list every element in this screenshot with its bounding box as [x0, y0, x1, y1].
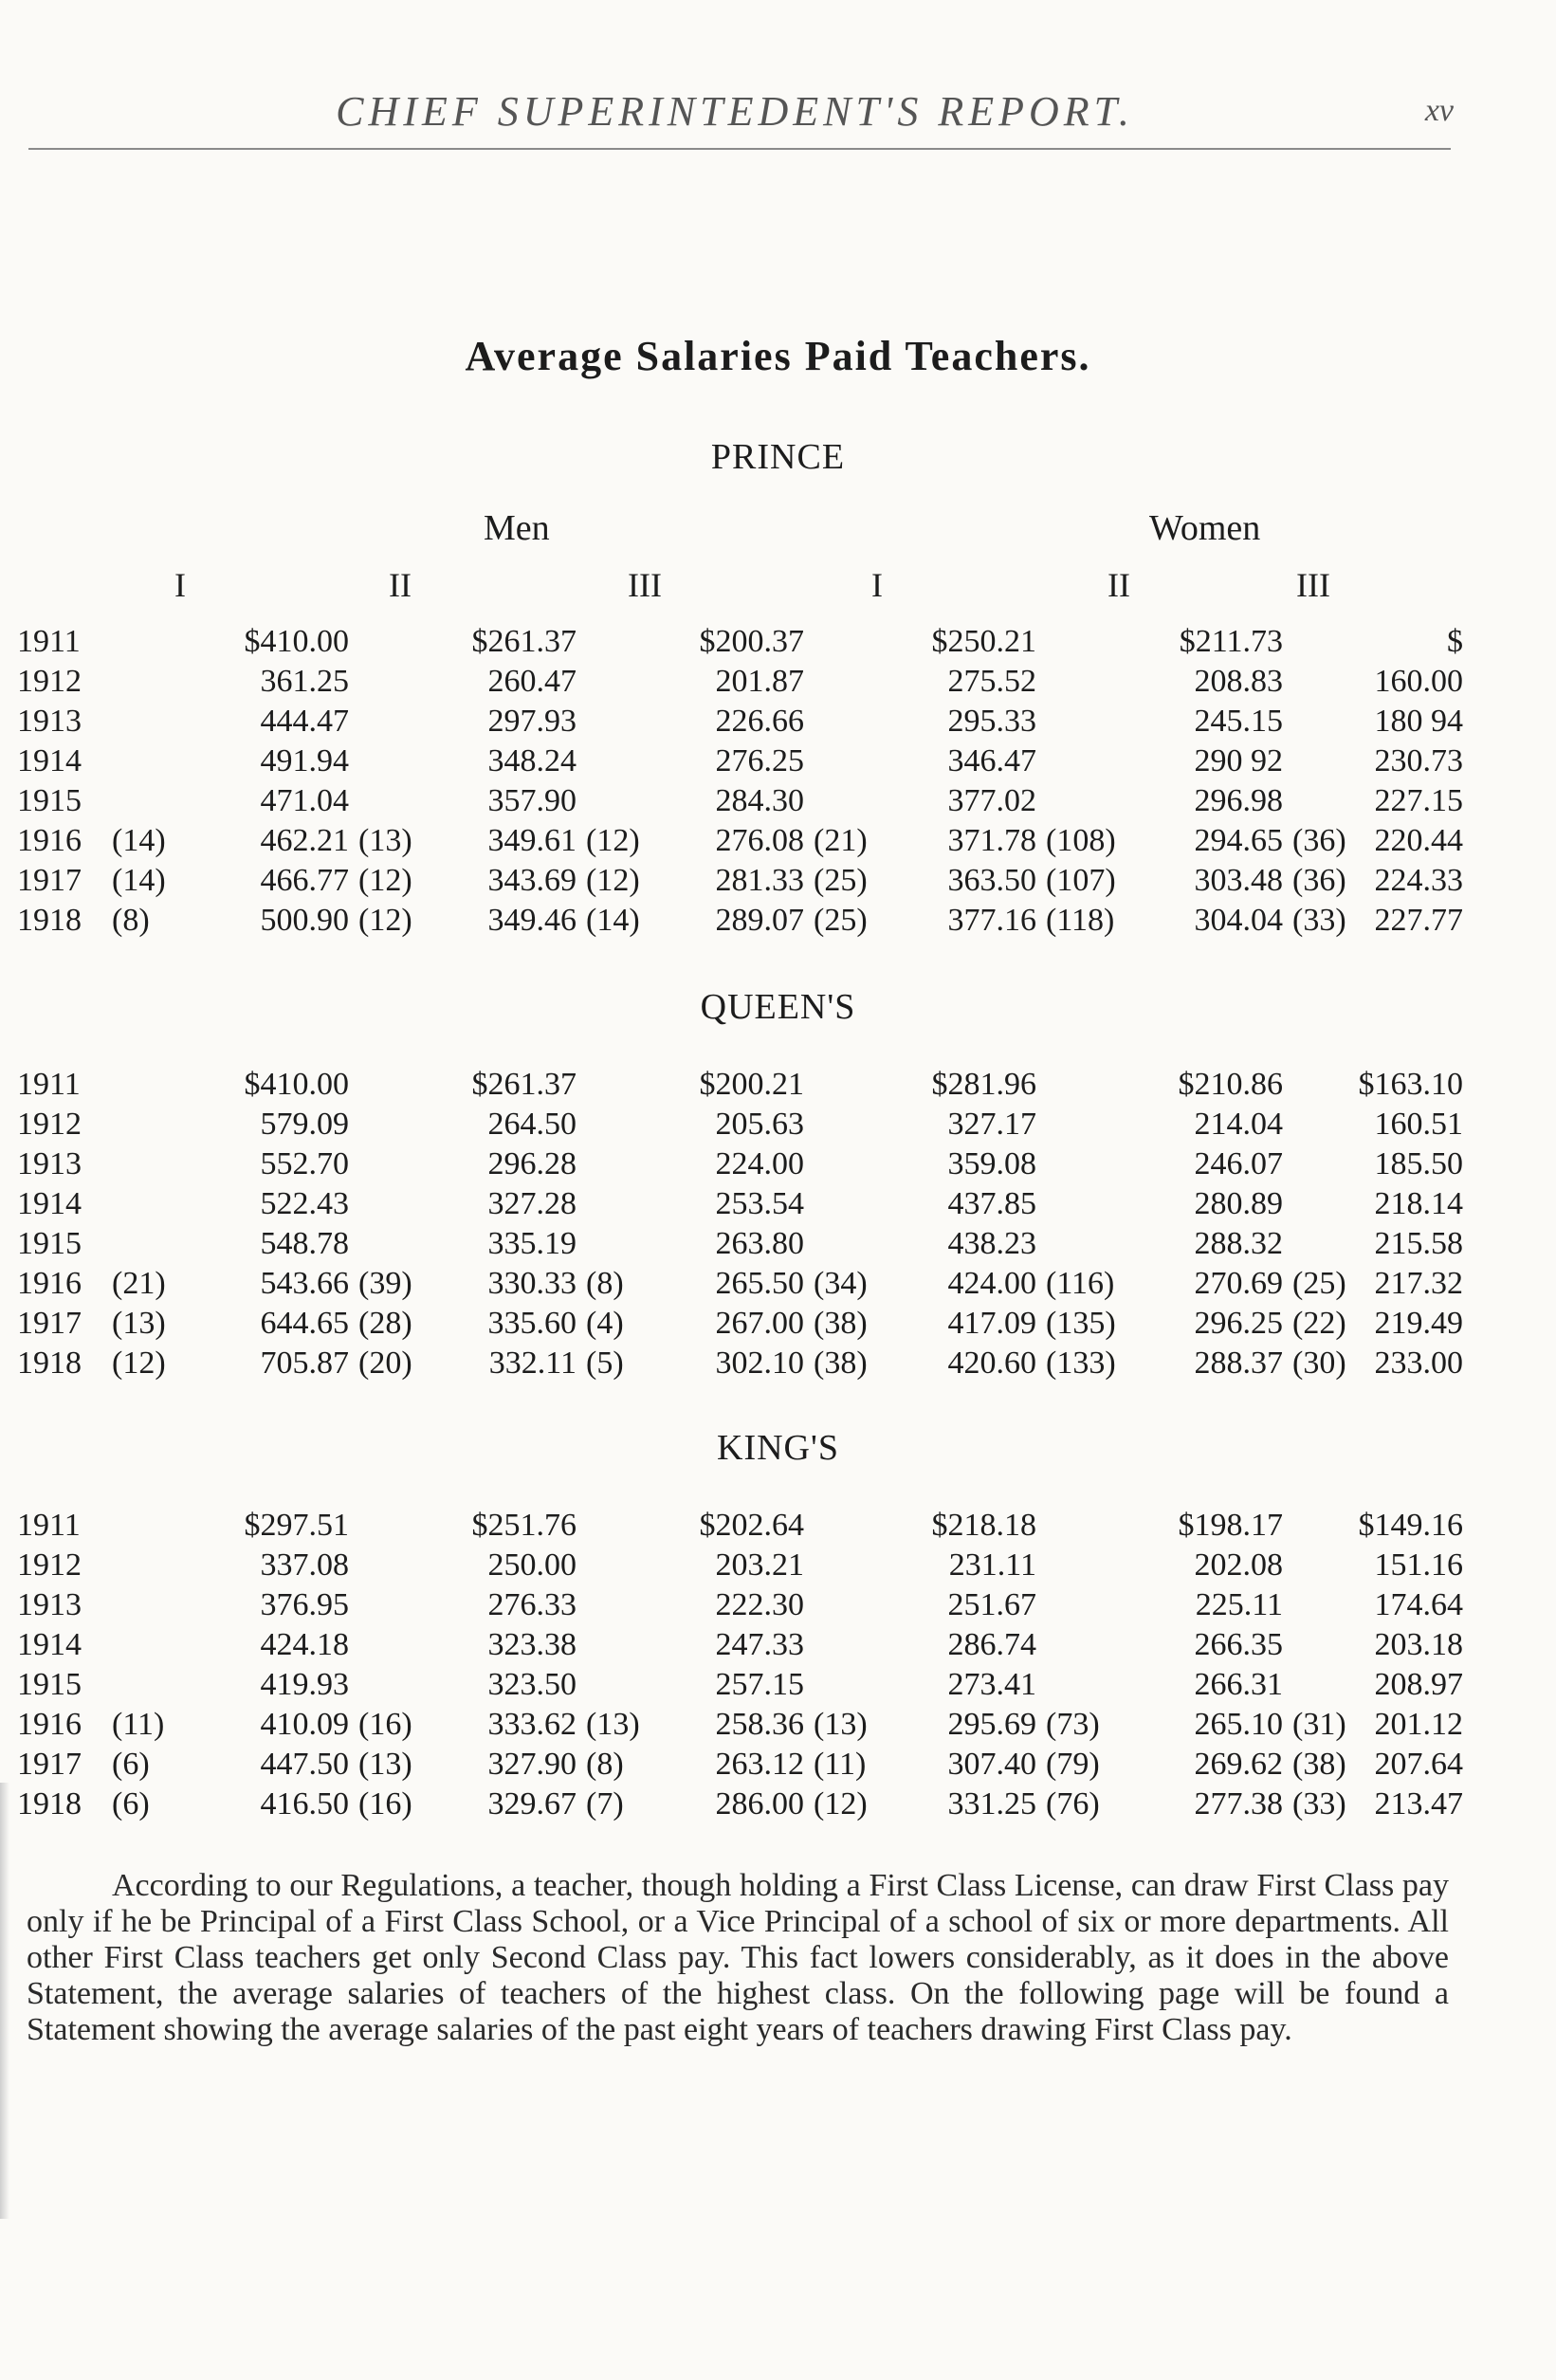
table-row: [17, 624, 1534, 666]
teacher-count: (5): [586, 1346, 624, 1381]
year-cell: 1916: [17, 823, 82, 858]
teacher-count: (108): [1046, 823, 1116, 858]
salary-value: 202.08: [1194, 1547, 1283, 1583]
salary-value: 343.69: [487, 863, 577, 898]
women-group-label: Women: [1149, 508, 1261, 548]
salary-value: 280.89: [1194, 1186, 1283, 1221]
table-row: [17, 1067, 1534, 1108]
salary-value: 335.60: [487, 1306, 577, 1341]
salary-value: 304.04: [1194, 903, 1283, 938]
teacher-count: (16): [358, 1786, 412, 1822]
teacher-count: (21): [814, 823, 868, 858]
salary-value: 548.78: [260, 1226, 349, 1261]
salary-value: 303.48: [1194, 863, 1283, 898]
teacher-count: (12): [586, 823, 640, 858]
salary-value: 579.09: [260, 1107, 349, 1142]
salary-value: 208.83: [1194, 664, 1283, 699]
salary-value: 294.65: [1194, 823, 1283, 858]
salary-value: 258.36: [715, 1707, 804, 1742]
running-header: [0, 87, 1556, 144]
salary-value: 220.44: [1374, 823, 1463, 858]
year-cell: 1914: [17, 1186, 82, 1221]
teacher-count: (30): [1292, 1346, 1346, 1381]
salary-value: 410.09: [260, 1707, 349, 1742]
salary-value: 377.02: [947, 783, 1036, 818]
salary-value: 218.14: [1374, 1186, 1463, 1221]
header-rule: [28, 148, 1451, 150]
salary-value: 265.10: [1194, 1707, 1283, 1742]
table-row: [17, 823, 1534, 865]
salary-value: 270.69: [1194, 1266, 1283, 1301]
salary-value: $: [1447, 624, 1463, 659]
year-cell: 1916: [17, 1707, 82, 1742]
year-cell: 1915: [17, 783, 82, 818]
salary-value: 281.33: [715, 863, 804, 898]
salary-value: 180 94: [1374, 704, 1463, 739]
salary-value: 263.12: [715, 1747, 804, 1782]
table-row: [17, 903, 1534, 944]
salary-value: 276.08: [715, 823, 804, 858]
salary-value: 424.18: [260, 1627, 349, 1662]
teacher-count: (28): [358, 1306, 412, 1341]
teacher-count: (13): [358, 823, 412, 858]
salary-value: $198.17: [1178, 1508, 1283, 1543]
teacher-count: (13): [586, 1707, 640, 1742]
salary-value: 276.25: [715, 743, 804, 778]
teacher-count: (135): [1046, 1306, 1116, 1341]
salary-value: 226.66: [715, 704, 804, 739]
year-cell: 1914: [17, 1627, 82, 1662]
salary-value: 359.08: [947, 1146, 1036, 1181]
table-row: [17, 1306, 1534, 1347]
salary-value: 246.07: [1194, 1146, 1283, 1181]
salary-value: 337.08: [260, 1547, 349, 1583]
teacher-count: (25): [1292, 1266, 1346, 1301]
teacher-count: (116): [1046, 1266, 1115, 1301]
table-row: [17, 1146, 1534, 1188]
salary-value: 203.21: [715, 1547, 804, 1583]
teacher-count: (8): [586, 1747, 624, 1782]
salary-value: 219.49: [1374, 1306, 1463, 1341]
year-cell: 1918: [17, 1786, 82, 1822]
salary-value: 296.98: [1194, 783, 1283, 818]
salary-value: $297.51: [244, 1508, 349, 1543]
teacher-count: (12): [358, 903, 412, 938]
salary-value: 245.15: [1194, 704, 1283, 739]
salary-value: 357.90: [487, 783, 577, 818]
salary-value: 257.15: [715, 1667, 804, 1702]
table-row: [17, 1346, 1534, 1387]
salary-value: $202.64: [699, 1508, 804, 1543]
salary-value: 295.69: [947, 1707, 1036, 1742]
table-row: [17, 704, 1534, 745]
salary-value: 288.37: [1194, 1346, 1283, 1381]
year-cell: 1912: [17, 1547, 82, 1583]
teacher-count: (13): [358, 1747, 412, 1782]
year-cell: 1918: [17, 903, 82, 938]
salary-value: $200.21: [699, 1067, 804, 1102]
table-row: [17, 664, 1534, 705]
teacher-count: (8): [586, 1266, 624, 1301]
salary-value: 500.90: [260, 903, 349, 938]
teacher-count: (12): [814, 1786, 868, 1822]
salary-value: 297.93: [487, 704, 577, 739]
salary-value: 371.78: [947, 823, 1036, 858]
salary-value: 363.50: [947, 863, 1036, 898]
table-row: [17, 1107, 1534, 1148]
teacher-count: (33): [1292, 903, 1346, 938]
salary-value: 419.93: [260, 1667, 349, 1702]
year-cell: 1918: [17, 1346, 82, 1381]
teacher-count: (11): [814, 1747, 867, 1782]
salary-value: 437.85: [947, 1186, 1036, 1221]
section-heading: KING'S: [717, 1428, 839, 1468]
teacher-count: (21): [112, 1266, 166, 1301]
teacher-count: (12): [586, 863, 640, 898]
salary-value: 263.80: [715, 1226, 804, 1261]
salary-value: $149.16: [1358, 1508, 1463, 1543]
salary-value: 286.00: [715, 1786, 804, 1822]
table-row: [17, 1627, 1534, 1669]
salary-value: 276.33: [487, 1587, 577, 1622]
year-cell: 1912: [17, 1107, 82, 1142]
class-head-men-i: I: [174, 566, 186, 604]
salary-value: 462.21: [260, 823, 349, 858]
teacher-count: (133): [1046, 1346, 1116, 1381]
teacher-count: (14): [112, 823, 166, 858]
salary-value: $250.21: [931, 624, 1036, 659]
salary-value: 295.33: [947, 704, 1036, 739]
salary-value: 331.25: [947, 1786, 1036, 1822]
table-row: [17, 743, 1534, 785]
teacher-count: (4): [586, 1306, 624, 1341]
salary-value: 329.67: [487, 1786, 577, 1822]
table-row: [17, 1186, 1534, 1228]
teacher-count: (76): [1046, 1786, 1100, 1822]
year-cell: 1911: [17, 1067, 81, 1102]
page-edge-shadow: [0, 1783, 9, 2219]
salary-value: 416.50: [260, 1786, 349, 1822]
salary-value: 205.63: [715, 1107, 804, 1142]
section-heading: PRINCE: [710, 437, 846, 477]
salary-value: 444.47: [260, 704, 349, 739]
salary-value: 417.09: [947, 1306, 1036, 1341]
salary-value: 253.54: [715, 1186, 804, 1221]
salary-value: 247.33: [715, 1627, 804, 1662]
table-row: [17, 1547, 1534, 1589]
salary-value: 348.24: [487, 743, 577, 778]
salary-value: 491.94: [260, 743, 349, 778]
teacher-count: (36): [1292, 823, 1346, 858]
teacher-count: (33): [1292, 1786, 1346, 1822]
salary-value: $410.00: [244, 624, 349, 659]
teacher-count: (8): [112, 903, 150, 938]
teacher-count: (31): [1292, 1707, 1346, 1742]
salary-value: 250.00: [487, 1547, 577, 1583]
salary-value: 288.32: [1194, 1226, 1283, 1261]
teacher-count: (12): [358, 863, 412, 898]
salary-value: $281.96: [931, 1067, 1036, 1102]
salary-value: 277.38: [1194, 1786, 1283, 1822]
salary-value: 296.25: [1194, 1306, 1283, 1341]
salary-value: 332.11: [488, 1346, 577, 1381]
salary-value: 307.40: [947, 1747, 1036, 1782]
salary-value: 296.28: [487, 1146, 577, 1181]
salary-value: 213.47: [1374, 1786, 1463, 1822]
teacher-count: (36): [1292, 863, 1346, 898]
salary-value: 251.67: [947, 1587, 1036, 1622]
salary-value: 323.50: [487, 1667, 577, 1702]
salary-value: 327.28: [487, 1186, 577, 1221]
teacher-count: (7): [586, 1786, 624, 1822]
salary-value: 349.46: [487, 903, 577, 938]
salary-value: 215.58: [1374, 1226, 1463, 1261]
section-heading: QUEEN'S: [700, 987, 856, 1027]
year-cell: 1913: [17, 1587, 82, 1622]
salary-value: $210.86: [1178, 1067, 1283, 1102]
salary-value: $211.73: [1179, 624, 1283, 659]
salary-value: 323.38: [487, 1627, 577, 1662]
salary-value: 208.97: [1374, 1667, 1463, 1702]
salary-value: $261.37: [471, 624, 577, 659]
salary-value: 227.77: [1374, 903, 1463, 938]
teacher-count: (11): [112, 1707, 165, 1742]
teacher-count: (38): [814, 1306, 868, 1341]
salary-value: $163.10: [1358, 1067, 1463, 1102]
salary-value: 260.47: [487, 664, 577, 699]
year-cell: 1911: [17, 624, 81, 659]
teacher-count: (38): [1292, 1747, 1346, 1782]
year-cell: 1916: [17, 1266, 82, 1301]
year-cell: 1917: [17, 863, 82, 898]
salary-value: 224.33: [1374, 863, 1463, 898]
table-row: [17, 1266, 1534, 1308]
salary-value: $200.37: [699, 624, 804, 659]
year-cell: 1911: [17, 1508, 81, 1543]
salary-value: 377.16: [947, 903, 1036, 938]
year-cell: 1913: [17, 1146, 82, 1181]
salary-value: 151.16: [1374, 1547, 1463, 1583]
salary-value: 185.50: [1374, 1146, 1463, 1181]
salary-value: 705.87: [260, 1346, 349, 1381]
salary-value: 264.50: [487, 1107, 577, 1142]
salary-value: 349.61: [487, 823, 577, 858]
teacher-count: (14): [112, 863, 166, 898]
year-cell: 1915: [17, 1667, 82, 1702]
year-cell: 1914: [17, 743, 82, 778]
teacher-count: (12): [112, 1346, 166, 1381]
year-cell: 1915: [17, 1226, 82, 1261]
year-cell: 1917: [17, 1306, 82, 1341]
salary-value: 222.30: [715, 1587, 804, 1622]
salary-value: 420.60: [947, 1346, 1036, 1381]
salary-value: $218.18: [931, 1508, 1036, 1543]
teacher-count: (25): [814, 903, 868, 938]
salary-value: 225.11: [1195, 1587, 1283, 1622]
salary-value: 160.00: [1374, 664, 1463, 699]
salary-value: 284.30: [715, 783, 804, 818]
page-number: xv: [1424, 93, 1454, 128]
year-cell: 1912: [17, 664, 82, 699]
explanatory-paragraph: According to our Regulations, a teacher, though holding a First Class License, can draw First Class pay only if he be Principal of a First Class School, or a Vice Principal of a school of six or more departments. All other First Class teachers get only Second Class pay. This fact lowers considerably, as it does in the above Statement, the average salaries of teachers of the highest class. On the following page will be found a Statement showing the average salaries of the past eight years of teachers drawing First Class pay.: [27, 1868, 1449, 2047]
salary-value: 217.32: [1374, 1266, 1463, 1301]
table-row: [17, 1786, 1534, 1828]
salary-value: 160.51: [1374, 1107, 1463, 1142]
salary-value: 207.64: [1374, 1747, 1463, 1782]
salary-value: 376.95: [260, 1587, 349, 1622]
year-cell: 1917: [17, 1747, 82, 1782]
salary-value: 265.50: [715, 1266, 804, 1301]
salary-value: 644.65: [260, 1306, 349, 1341]
salary-value: 335.19: [487, 1226, 577, 1261]
table-row: [17, 863, 1534, 905]
table-row: [17, 1667, 1534, 1709]
salary-value: 214.04: [1194, 1107, 1283, 1142]
class-head-men-ii: II: [389, 566, 412, 604]
salary-value: 346.47: [947, 743, 1036, 778]
class-head-women-iii: III: [1296, 566, 1330, 604]
salary-value: 471.04: [260, 783, 349, 818]
teacher-count: (6): [112, 1786, 150, 1822]
salary-value: 233.00: [1374, 1346, 1463, 1381]
salary-value: 266.31: [1194, 1667, 1283, 1702]
salary-value: 522.43: [260, 1186, 349, 1221]
salary-value: 227.15: [1374, 783, 1463, 818]
teacher-count: (118): [1046, 903, 1115, 938]
men-group-label: Men: [484, 508, 550, 548]
teacher-count: (73): [1046, 1707, 1100, 1742]
teacher-count: (34): [814, 1266, 868, 1301]
teacher-count: (6): [112, 1747, 150, 1782]
salary-value: 273.41: [947, 1667, 1036, 1702]
salary-value: 424.00: [947, 1266, 1036, 1301]
class-head-men-iii: III: [628, 566, 662, 604]
table-row: [17, 783, 1534, 825]
salary-value: 327.90: [487, 1747, 577, 1782]
teacher-count: (107): [1046, 863, 1116, 898]
salary-value: 438.23: [947, 1226, 1036, 1261]
teacher-count: (14): [586, 903, 640, 938]
year-cell: 1913: [17, 704, 82, 739]
table-row: [17, 1508, 1534, 1549]
teacher-count: (16): [358, 1707, 412, 1742]
salary-value: 289.07: [715, 903, 804, 938]
table-row: [17, 1587, 1534, 1629]
salary-value: 201.87: [715, 664, 804, 699]
salary-value: 203.18: [1374, 1627, 1463, 1662]
class-head-women-i: I: [871, 566, 883, 604]
salary-value: 224.00: [715, 1146, 804, 1181]
salary-value: 269.62: [1194, 1747, 1283, 1782]
teacher-count: (25): [814, 863, 868, 898]
salary-value: 230.73: [1374, 743, 1463, 778]
salary-value: 466.77: [260, 863, 349, 898]
salary-value: 330.33: [487, 1266, 577, 1301]
salary-value: 231.11: [948, 1547, 1036, 1583]
salary-value: $251.76: [471, 1508, 577, 1543]
teacher-count: (79): [1046, 1747, 1100, 1782]
table-row: [17, 1747, 1534, 1788]
salary-value: $261.37: [471, 1067, 577, 1102]
salary-value: 447.50: [260, 1747, 349, 1782]
salary-value: $410.00: [244, 1067, 349, 1102]
table-title: Average Salaries Paid Teachers.: [465, 333, 1091, 379]
salary-value: 361.25: [260, 664, 349, 699]
class-head-women-ii: II: [1108, 566, 1130, 604]
salary-value: 266.35: [1194, 1627, 1283, 1662]
salary-value: 275.52: [947, 664, 1036, 699]
salary-value: 267.00: [715, 1306, 804, 1341]
salary-value: 290 92: [1194, 743, 1283, 778]
salary-value: 201.12: [1374, 1707, 1463, 1742]
salary-value: 333.62: [487, 1707, 577, 1742]
salary-value: 552.70: [260, 1146, 349, 1181]
salary-value: 543.66: [260, 1266, 349, 1301]
teacher-count: (13): [112, 1306, 166, 1341]
teacher-count: (38): [814, 1346, 868, 1381]
table-row: [17, 1707, 1534, 1748]
table-row: [17, 1226, 1534, 1268]
teacher-count: (22): [1292, 1306, 1346, 1341]
teacher-count: (20): [358, 1346, 412, 1381]
teacher-count: (13): [814, 1707, 868, 1742]
running-title: CHIEF SUPERINTEDENT'S REPORT.: [336, 88, 1134, 135]
salary-value: 327.17: [947, 1107, 1036, 1142]
salary-value: 302.10: [715, 1346, 804, 1381]
salary-value: 174.64: [1374, 1587, 1463, 1622]
teacher-count: (39): [358, 1266, 412, 1301]
salary-value: 286.74: [947, 1627, 1036, 1662]
